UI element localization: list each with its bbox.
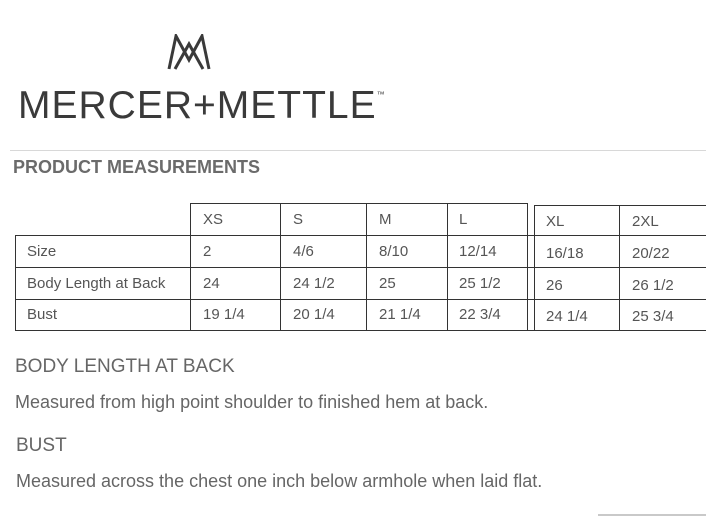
column-header: L [459,211,468,228]
row-label: Size [27,243,57,260]
table-cell: 20/22 [632,245,670,262]
table-border [190,203,528,204]
row-label: Body Length at Back [27,275,166,292]
table-cell: 25 [379,275,396,292]
table-cell: 21 1/4 [379,306,421,323]
table-cell: 24 1/4 [546,308,588,325]
table-cell: 2 [203,243,212,260]
table-cell: 19 1/4 [203,306,245,323]
table-border [619,205,620,331]
table-border [534,205,535,331]
table-cell: 26 1/2 [632,277,674,294]
table-cell: 12/14 [459,243,497,260]
column-header: XL [546,213,565,230]
note-heading-body-length: BODY LENGTH AT BACK [15,356,235,377]
note-text-bust: Measured across the chest one inch below armhole when laid flat. [16,471,543,491]
column-header: S [293,211,304,228]
table-cell: 26 [546,277,563,294]
table-border [15,267,706,268]
table-cell: 22 3/4 [459,306,501,323]
note-heading-bust: BUST [16,435,67,456]
column-header: 2XL [632,213,659,230]
column-header: M [379,211,392,228]
table-border [15,235,16,331]
table-border [447,203,448,331]
table-cell: 24 1/2 [293,275,335,292]
column-header: XS [203,211,224,228]
bottom-edge-line [598,514,706,516]
note-text-body-length: Measured from high point shoulder to finished hem at back. [15,392,489,412]
table-border [280,203,281,331]
table-border [15,330,706,331]
table-cell: 25 1/2 [459,275,501,292]
table-border [15,235,706,236]
row-label: Bust [27,306,58,323]
table-border [15,299,706,300]
table-border [366,203,367,331]
table-cell: 4/6 [293,243,314,260]
table-border [190,203,191,331]
section-title: PRODUCT MEASUREMENTS [13,157,261,177]
trademark-symbol: ™ [376,90,386,99]
table-cell: 25 3/4 [632,308,674,325]
table-cell: 16/18 [546,245,584,262]
table-cell: 24 [203,275,220,292]
brand-name: MERCER+METTLE [18,84,377,127]
table-cell: 20 1/4 [293,306,335,323]
table-border [527,203,528,331]
table-border [534,205,706,206]
table-cell: 8/10 [379,243,409,260]
